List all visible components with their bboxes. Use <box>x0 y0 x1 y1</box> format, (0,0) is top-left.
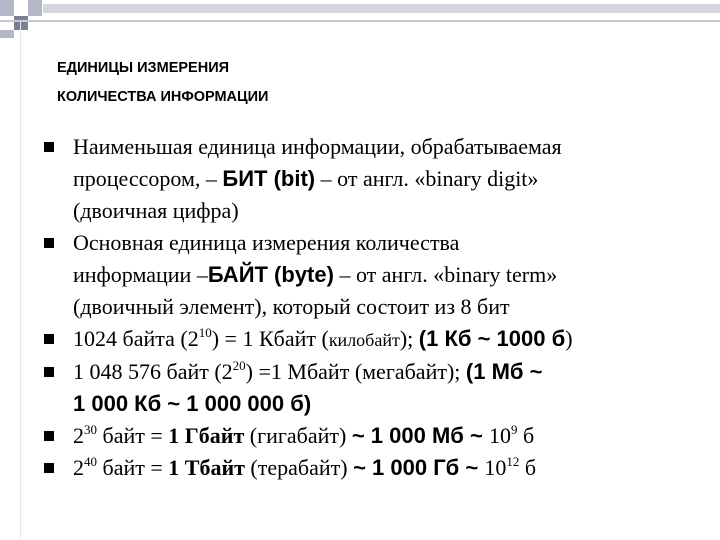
bullet-marker-icon <box>44 431 54 441</box>
text-run: 1 048 576 байт (2 <box>73 359 233 384</box>
text-run: 2 <box>73 423 84 448</box>
term-bit: БИТ (bit) <box>222 166 316 191</box>
term-mb: (1 Мб ~ <box>465 359 543 384</box>
exponent: 10 <box>198 325 212 340</box>
deco-square <box>14 16 28 30</box>
bullet-marker-icon <box>44 334 54 344</box>
term-gb: 1 Гбайт <box>168 423 245 448</box>
bullet-marker-icon <box>44 463 54 473</box>
exponent: 20 <box>232 358 246 373</box>
corner-decoration <box>0 0 720 40</box>
bullet-item-byte <box>44 227 704 323</box>
deco-square <box>14 0 28 16</box>
exponent: 12 <box>506 454 520 469</box>
text-run: б <box>517 423 535 448</box>
term-gb-approx: ~ 1 000 Мб ~ <box>351 423 489 448</box>
bullet-item-terabyte <box>44 452 704 484</box>
text-run: – от англ. «binary digit» <box>315 166 539 191</box>
exponent: 9 <box>510 422 518 437</box>
text-run: б <box>519 455 537 480</box>
bullet-line <box>73 259 704 291</box>
text-run: ) <box>565 326 573 351</box>
text-run: – от англ. «binary term» <box>333 262 558 287</box>
text-run: байт = <box>97 423 169 448</box>
bullet-line: Основная единица измерения количества <box>73 230 460 255</box>
bullet-line <box>73 356 704 388</box>
text-run: информации – <box>73 262 208 287</box>
term-tb-approx: ~ 1 000 Гб ~ <box>353 455 485 480</box>
exponent: 30 <box>84 422 97 437</box>
bullet-item-kilobyte <box>44 323 704 356</box>
term-kb: (1 Кб ~ 1000 б <box>418 326 566 351</box>
bullet-marker-icon <box>44 367 54 377</box>
bullet-line <box>73 420 704 452</box>
deco-square <box>0 30 14 38</box>
text-run: килобайт <box>328 330 400 350</box>
text-run: процессором, – <box>73 166 223 191</box>
bullet-list <box>44 131 704 484</box>
text-run: 10 <box>488 423 511 448</box>
term-byte: БАЙТ (byte) <box>207 262 334 287</box>
deco-square <box>0 0 14 16</box>
deco-square <box>0 16 14 30</box>
bullet-line: Наименьшая единица информации, обрабатываемая <box>73 134 562 159</box>
text-run: 1024 байта (2 <box>73 326 199 351</box>
text-run: 2 <box>73 455 84 480</box>
bullet-item-bit <box>44 131 704 227</box>
text-run: (терабайт) <box>244 455 354 480</box>
bullet-marker-icon <box>44 142 54 152</box>
exponent: 40 <box>84 454 97 469</box>
deco-bar <box>43 4 720 13</box>
deco-side-line <box>20 22 21 540</box>
deco-line <box>0 20 720 22</box>
text-run: ) = 1 Кбайт ( <box>211 326 329 351</box>
text-run: ) =1 Мбайт (мегабайт); <box>245 359 466 384</box>
bullet-line <box>73 452 704 484</box>
bullet-item-gigabyte <box>44 420 704 452</box>
title-line-1: ЕДИНИЦЫ ИЗМЕРЕНИЯ <box>57 60 230 76</box>
bullet-line <box>73 323 704 356</box>
term-tb: 1 Тбайт <box>168 455 245 480</box>
deco-square <box>28 0 42 16</box>
bullet-line <box>73 163 704 195</box>
bullet-line: (двоичный элемент), который состоит из 8 бит <box>73 294 510 319</box>
bullet-line: 1 000 Кб ~ 1 000 000 б) <box>73 391 312 416</box>
text-run: 10 <box>484 455 507 480</box>
bullet-line: (двоичная цифра) <box>73 198 239 223</box>
text-run: ); <box>399 326 419 351</box>
text-run: (гигабайт) <box>244 423 352 448</box>
title-line-2: КОЛИЧЕСТВА ИНФОРМАЦИИ <box>57 89 269 105</box>
text-run: байт = <box>97 455 169 480</box>
bullet-item-megabyte <box>44 356 704 420</box>
bullet-marker-icon <box>44 238 54 248</box>
slide-title <box>57 54 268 112</box>
